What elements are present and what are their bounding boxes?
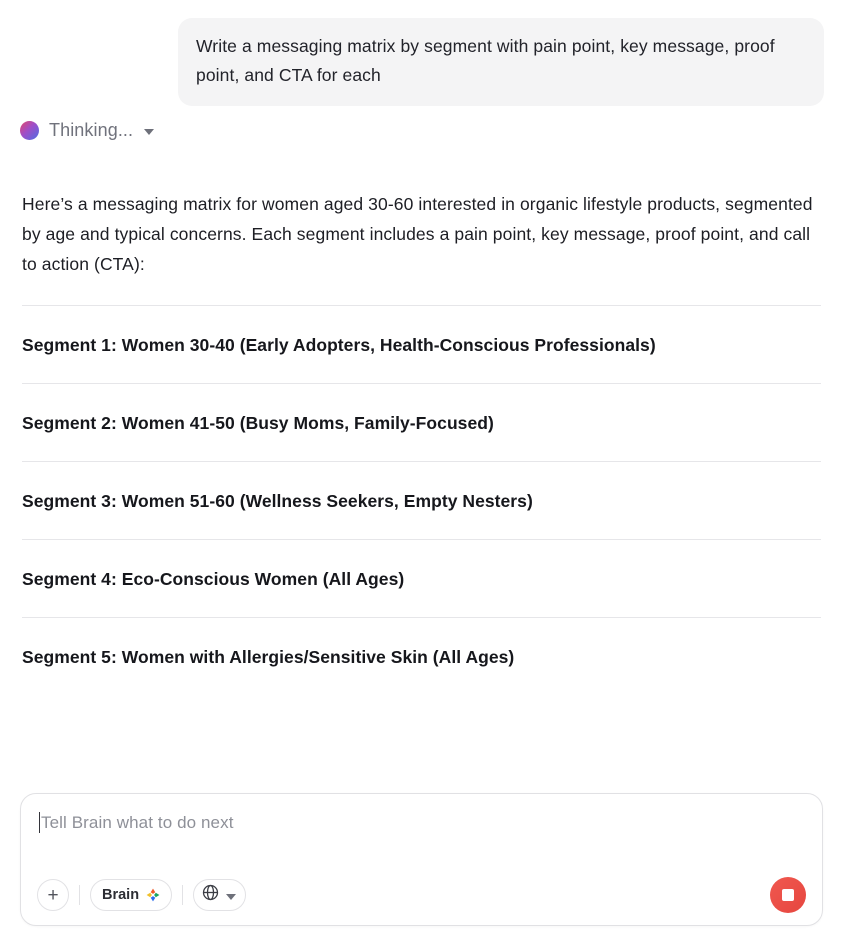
web-access-selector[interactable] <box>193 879 246 911</box>
chevron-down-icon[interactable] <box>144 129 154 135</box>
globe-icon <box>202 884 219 906</box>
toolbar-divider <box>79 885 80 905</box>
segment-heading-1: Segment 1: Women 30-40 (Early Adopters, Health-Conscious Professionals) <box>22 335 656 355</box>
composer-placeholder: Tell Brain what to do next <box>41 812 234 832</box>
composer-input-row[interactable] <box>37 812 806 833</box>
segment-heading-2: Segment 2: Women 41-50 (Busy Moms, Family-Focused) <box>22 413 494 433</box>
composer-wrapper <box>0 793 843 938</box>
brain-logo-icon <box>146 888 160 902</box>
user-message-bubble: Write a messaging matrix by segment with pain point, key message, proof point, and CTA for each <box>178 18 824 106</box>
assistant-response <box>0 141 843 793</box>
segment-heading-5: Segment 5: Women with Allergies/Sensitive Skin (All Ages) <box>22 647 515 667</box>
text-caret <box>39 812 40 833</box>
toolbar-divider <box>182 885 183 905</box>
gradient-orb-icon <box>20 121 39 140</box>
segment-heading-3: Segment 3: Women 51-60 (Wellness Seekers, Empty Nesters) <box>22 491 533 511</box>
model-selector-label: Brain <box>102 887 140 903</box>
composer-toolbar <box>37 877 806 913</box>
model-selector-button[interactable] <box>90 879 172 911</box>
thinking-label: Thinking... <box>49 120 134 140</box>
add-attachment-button[interactable]: + <box>37 879 69 911</box>
chevron-down-icon[interactable] <box>226 894 236 900</box>
stop-generation-button[interactable] <box>770 877 806 913</box>
composer[interactable] <box>20 793 823 926</box>
assistant-intro: Here’s a messaging matrix for women aged 30-60 interested in organic lifestyle products, segmented by age and typical concerns. Each segment includes a pain point, key message, proof point, and call to action (CTA): <box>22 194 813 274</box>
user-message-row <box>0 0 843 106</box>
thinking-status[interactable] <box>0 106 843 141</box>
stop-square-icon <box>782 889 794 901</box>
segment-heading-4: Segment 4: Eco-Conscious Women (All Ages) <box>22 569 405 589</box>
